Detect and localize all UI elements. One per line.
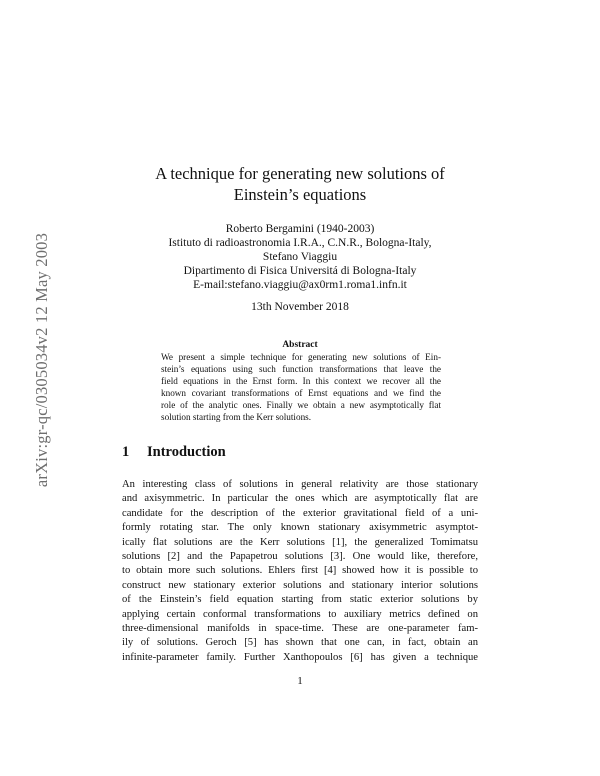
abstract-heading: Abstract [282,340,318,350]
body-line: ily of solutions. Geroch [5] has shown that one can, in fact, obtain an [122,637,478,649]
body-line: to obtain more such solutions. Ehlers first [4] showed how it is possible to [122,565,478,577]
abstract-line: We present a simple technique for generating new solutions of Ein- [161,352,441,362]
body-line: solutions [2] and the Papapetrou solutions [3]. One would like, therefore, [122,551,478,563]
paper-title [120,163,480,205]
body-line: infinite-parameter family. Further Xanthopoulos [6] has given a technique [122,651,478,663]
abstract-line: stein’s equations using such function transformations that leave the [161,363,441,374]
body-line: three-dimensional manifolds in space-time. These are one-parameter fam- [122,623,478,635]
body-line: candidate for the description of the exterior gravitational field of a uni- [122,507,478,519]
body-line: ically flat solutions are the Kerr solutions [1], the generalized Tomimatsu [122,536,478,548]
author-email: E-mail:stefano.viaggiu@ax0rm1.roma1.infn.it [193,279,407,291]
section-heading [122,444,226,461]
author-name: Stefano Viaggiu [262,251,338,263]
author-name: Roberto Bergamini (1940-2003) [225,223,375,235]
arxiv-identifier-stamp[interactable]: arXiv:gr-qc/0305034v2 12 May 2003 [32,232,51,488]
abstract-line: known covariant transformations of Ernst equations and we find the [161,387,441,398]
abstract-line: role of the analytic ones. Finally we obtain a new asymptotically flat [161,399,441,410]
body-line: formly rotating star. The only known stationary axisymmetric asymptot- [122,522,478,534]
title-line-1: A technique for generating new solutions of [155,164,445,183]
abstract-line: solution starting from the Kerr solutions. [161,411,312,422]
body-line: applying certain conformal transformations to auxiliary metrics defined on [122,608,478,620]
author-block [120,222,480,292]
section-number: 1 [122,444,130,460]
introduction-body [122,478,478,665]
body-line: of the Einstein’s field equation starting from static exterior solutions by [122,594,478,606]
body-line: and axisymmetric. In particular the ones which are asymptotically flat are [122,493,478,505]
title-line-2: Einstein’s equations [233,185,367,204]
author-affiliation: Istituto di radioastronomia I.R.A., C.N.R., Bologna-Italy, [168,237,432,249]
body-line: construct new stationary exterior solutions and stationary interior solutions [122,579,478,591]
abstract-line: field equations in the Ernst form. In this context we recover all the [161,375,441,386]
abstract-body [161,352,441,423]
author-affiliation: Dipartimento di Fisica Universitá di Bologna-Italy [183,265,417,277]
page-number: 1 [297,675,303,687]
section-title: Introduction [147,444,226,460]
body-line: An interesting class of solutions in general relativity are those stationary [122,479,478,490]
paper-date: 13th November 2018 [251,301,349,313]
